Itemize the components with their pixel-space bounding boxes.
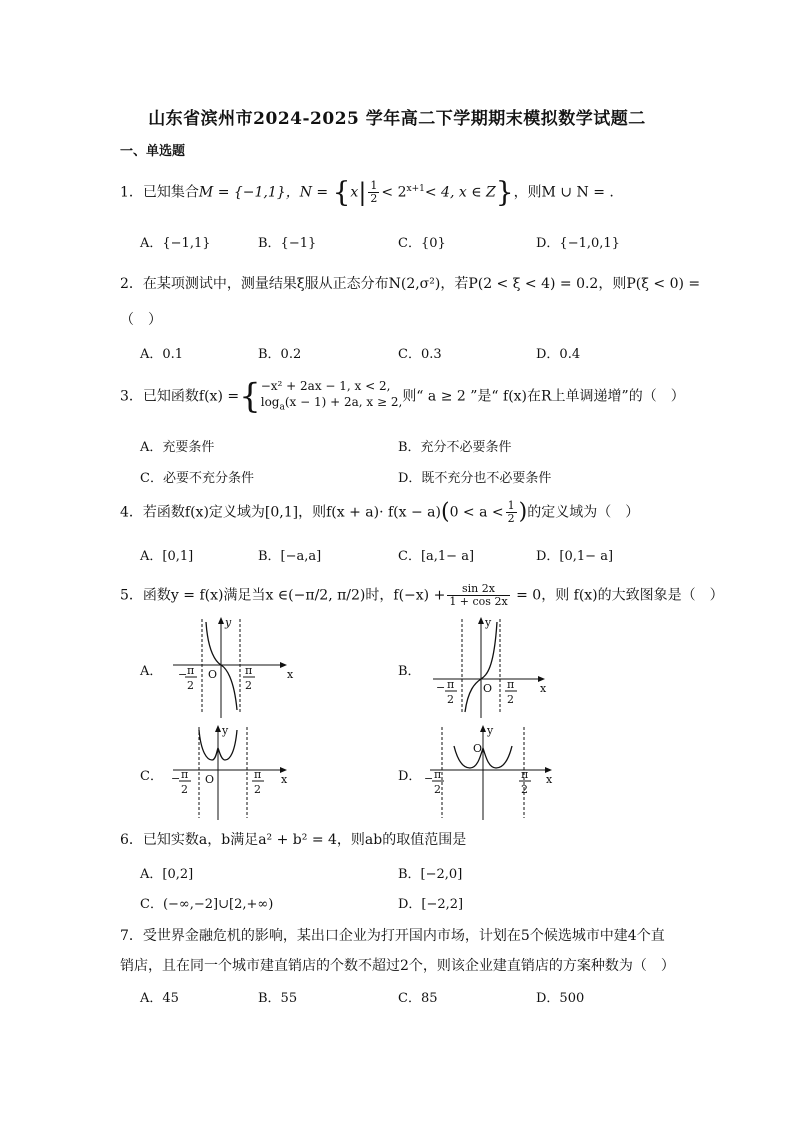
q1-option-d[interactable]: D．{−1,0,1}	[536, 236, 620, 251]
q1-option-b[interactable]: B．{−1}	[258, 236, 317, 251]
pi-den-left: 2	[447, 693, 454, 706]
q2-option-d[interactable]: D．0.4	[536, 347, 581, 362]
section-heading: 一、单选题	[120, 144, 186, 159]
minus-sign: −	[436, 681, 446, 694]
pi-num-left: π	[187, 664, 195, 677]
graph-option-d[interactable]	[422, 722, 562, 822]
q1-suffix: ，则M ∪ N = .	[513, 184, 614, 201]
q6-option-a[interactable]: A．[0,2]	[140, 867, 194, 882]
q3-piece-1: −x² + 2ax − 1, x < 2,	[260, 379, 391, 393]
pi-den-right: 2	[245, 679, 252, 692]
q3-option-a[interactable]: A．充要条件	[140, 440, 215, 455]
axis-x-label: x	[281, 773, 288, 786]
question-2: 2．在某项测试中，测量结果ξ服从正态分布N(2,σ²)，若P(2 < ξ < 4) = 0.2，则P(ξ < 0) =	[120, 276, 701, 292]
minus-sign: −	[171, 772, 181, 785]
question-7-line-2: 销店，且在同一个城市建直销店的个数不超过2个，则该企业建直销店的方案种数为（ ）	[120, 958, 675, 974]
q7-option-b[interactable]: B．55	[258, 991, 298, 1006]
origin-label: O	[473, 742, 483, 755]
q5-mid: 时，f(−x) +	[365, 587, 446, 604]
q4-option-c[interactable]: C．[a,1− a]	[398, 549, 475, 564]
q3-prefix: 3．已知函数f(x) =	[120, 388, 240, 405]
question-7-line-1: 7．受世界金融危机的影响，某出口企业为打开国内市场，计划在5个候选城市中建4个直	[120, 928, 665, 944]
q4-option-d[interactable]: D．[0,1− a]	[536, 549, 614, 564]
q4-left-paren: (	[440, 499, 450, 525]
q1-frac-num: 1	[370, 179, 378, 193]
origin-label: O	[208, 668, 218, 681]
pi-num-left: π	[447, 678, 455, 691]
q4-cond-left: 0 < a <	[449, 504, 504, 521]
axis-x-label: x	[546, 773, 553, 786]
pi-den-left: 2	[181, 783, 188, 796]
q5-option-d-label[interactable]: D．	[398, 769, 422, 784]
q4-fraction	[506, 500, 517, 525]
graph-option-b[interactable]	[428, 614, 563, 719]
question-6: 6．已知实数a，b满足a² + b² = 4，则ab的取值范围是	[120, 832, 467, 848]
q5-option-c-label[interactable]: C．	[140, 769, 163, 784]
q4-frac-den: 2	[507, 512, 515, 525]
q3-piece-2-tail: (x − 1) + 2a, x ≥ 2,	[284, 395, 403, 409]
graph-option-a[interactable]	[165, 614, 300, 719]
q3-piece-2	[261, 394, 403, 415]
q1-prefix: 1．已知集合	[120, 184, 199, 201]
q1-fraction	[368, 180, 379, 205]
minus-sign: −	[424, 772, 434, 785]
q4-frac-num: 1	[507, 499, 515, 512]
q4-option-b[interactable]: B．[−a,a]	[258, 549, 322, 564]
axis-y-label: y	[485, 616, 492, 629]
axis-y-label: y	[487, 724, 494, 737]
q5-frac-den: 1 + cos 2x	[449, 595, 508, 608]
pi-num-right: π	[245, 664, 253, 677]
pi-den-right: 2	[507, 693, 514, 706]
q5-option-a-label[interactable]: A．	[140, 664, 163, 679]
question-2-paren: （ ）	[120, 312, 162, 328]
q1-set-var: x	[350, 184, 359, 201]
pi-den-left: 2	[434, 783, 441, 796]
q5-suffix: = 0，则 f(x)的大致图象是（ ）	[511, 587, 724, 604]
q7-option-d[interactable]: D．500	[536, 991, 585, 1006]
q1-option-a[interactable]: A．{−1,1}	[140, 236, 211, 251]
pi-num-right: π	[521, 768, 529, 781]
q3-option-c[interactable]: C．必要不充分条件	[140, 471, 254, 486]
pi-num-left: π	[434, 768, 442, 781]
axis-y-label: y	[225, 616, 232, 629]
q6-option-d[interactable]: D．[−2,2]	[398, 897, 464, 912]
q1-right-brace: }	[495, 175, 514, 209]
question-3	[120, 378, 685, 418]
graph-option-c[interactable]	[165, 722, 300, 822]
page-title: 山东省滨州市2024-2025 学年高二下学期期末模拟数学试题二	[148, 109, 646, 129]
q4-option-a[interactable]: A．[0,1]	[140, 549, 194, 564]
q2-option-a[interactable]: A．0.1	[140, 347, 184, 362]
q1-left-brace: {	[332, 175, 351, 209]
q3-log: log	[260, 395, 280, 409]
q4-suffix: 的定义域为（ ）	[527, 504, 640, 521]
q1-n-prefix: N =	[299, 184, 333, 201]
question-1	[120, 175, 614, 209]
q3-suffix: 则“ a ≥ 2 ”是“ f(x)在R上单调递增”的（ ）	[402, 388, 685, 405]
pi-num-left: π	[181, 768, 189, 781]
q1-cond-mid: < 2	[381, 184, 407, 201]
q1-set-m: M = {−1,1}，	[198, 184, 300, 201]
q6-option-c[interactable]: C．(−∞,−2]∪[2,+∞)	[140, 897, 274, 912]
pi-den-left: 2	[187, 679, 194, 692]
q5-interval: (−π/2, π/2)	[288, 587, 366, 604]
pi-num-right: π	[507, 678, 515, 691]
q1-option-c[interactable]: C．{0}	[398, 236, 446, 251]
pi-den-right: 2	[254, 783, 261, 796]
q3-option-b[interactable]: B．充分不必要条件	[398, 440, 512, 455]
q7-option-c[interactable]: C．85	[398, 991, 438, 1006]
q2-option-b[interactable]: B．0.2	[258, 347, 302, 362]
q4-prefix: 4．若函数f(x)定义域为[0,1]，则f(x + a)· f(x − a)	[120, 504, 441, 521]
axis-x-label: x	[540, 682, 547, 695]
axis-y-label: y	[222, 724, 229, 737]
q4-right-paren: )	[518, 499, 528, 525]
q6-option-b[interactable]: B．[−2,0]	[398, 867, 463, 882]
minus-sign: −	[178, 668, 188, 681]
q5-fraction	[447, 583, 509, 608]
q1-exponent: x+1	[406, 184, 425, 194]
q5-prefix: 5．函数y = f(x)满足当x ∈	[120, 587, 289, 604]
q1-cond-tail: < 4, x ∈ Z	[424, 184, 496, 201]
q3-option-d[interactable]: D．既不充分也不必要条件	[398, 471, 552, 486]
q3-log-base: a	[279, 402, 285, 413]
question-4	[120, 500, 639, 525]
q1-frac-den: 2	[370, 192, 378, 206]
q5-option-b-label[interactable]: B．	[398, 664, 421, 679]
pi-den-right: 2	[521, 783, 528, 796]
origin-label: O	[483, 682, 493, 695]
pi-num-right: π	[254, 768, 262, 781]
q1-divider: |	[358, 178, 367, 207]
q3-brace: {	[239, 376, 261, 417]
q3-piecewise	[261, 378, 403, 415]
q7-option-a[interactable]: A．45	[140, 991, 179, 1006]
q2-option-c[interactable]: C．0.3	[398, 347, 442, 362]
axis-x-label: x	[287, 668, 294, 681]
question-5	[120, 583, 724, 608]
origin-label: O	[205, 773, 215, 786]
q5-frac-num: sin 2x	[447, 583, 509, 596]
